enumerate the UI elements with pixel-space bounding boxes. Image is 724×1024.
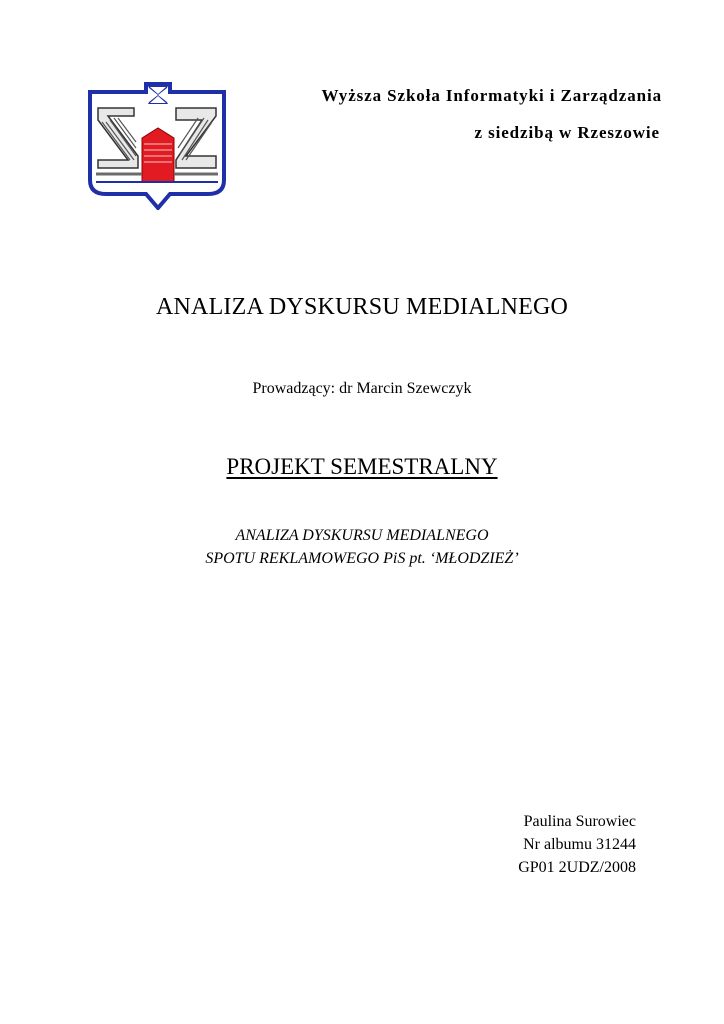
- institution-name: Wyższa Szkoła Informatyki i Zarządzania: [321, 86, 662, 105]
- institution-location: z siedzibą w Rzeszowie: [474, 123, 660, 142]
- author-name: Paulina Surowiec: [523, 813, 636, 830]
- university-crest-icon: [86, 82, 228, 210]
- subtitle-line-2: SPOTU REKLAMOWEGO PiS pt. ‘MŁODZIEŻ’: [205, 550, 519, 567]
- project-label: [0, 454, 724, 480]
- album-number: Nr albumu 31244: [523, 836, 636, 853]
- author-block: [518, 810, 636, 879]
- instructor-line: Prowadzący: dr Marcin Szewczyk: [252, 380, 472, 397]
- document-title: ANALIZA DYSKURSU MEDIALNEGO: [155, 294, 569, 320]
- project-label-text: PROJEKT SEMESTRALNY: [226, 454, 498, 479]
- project-subtitle: [0, 524, 724, 570]
- subtitle-line-1: ANALIZA DYSKURSU MEDIALNEGO: [235, 527, 489, 544]
- group-code: GP01 2UDZ/2008: [518, 859, 636, 876]
